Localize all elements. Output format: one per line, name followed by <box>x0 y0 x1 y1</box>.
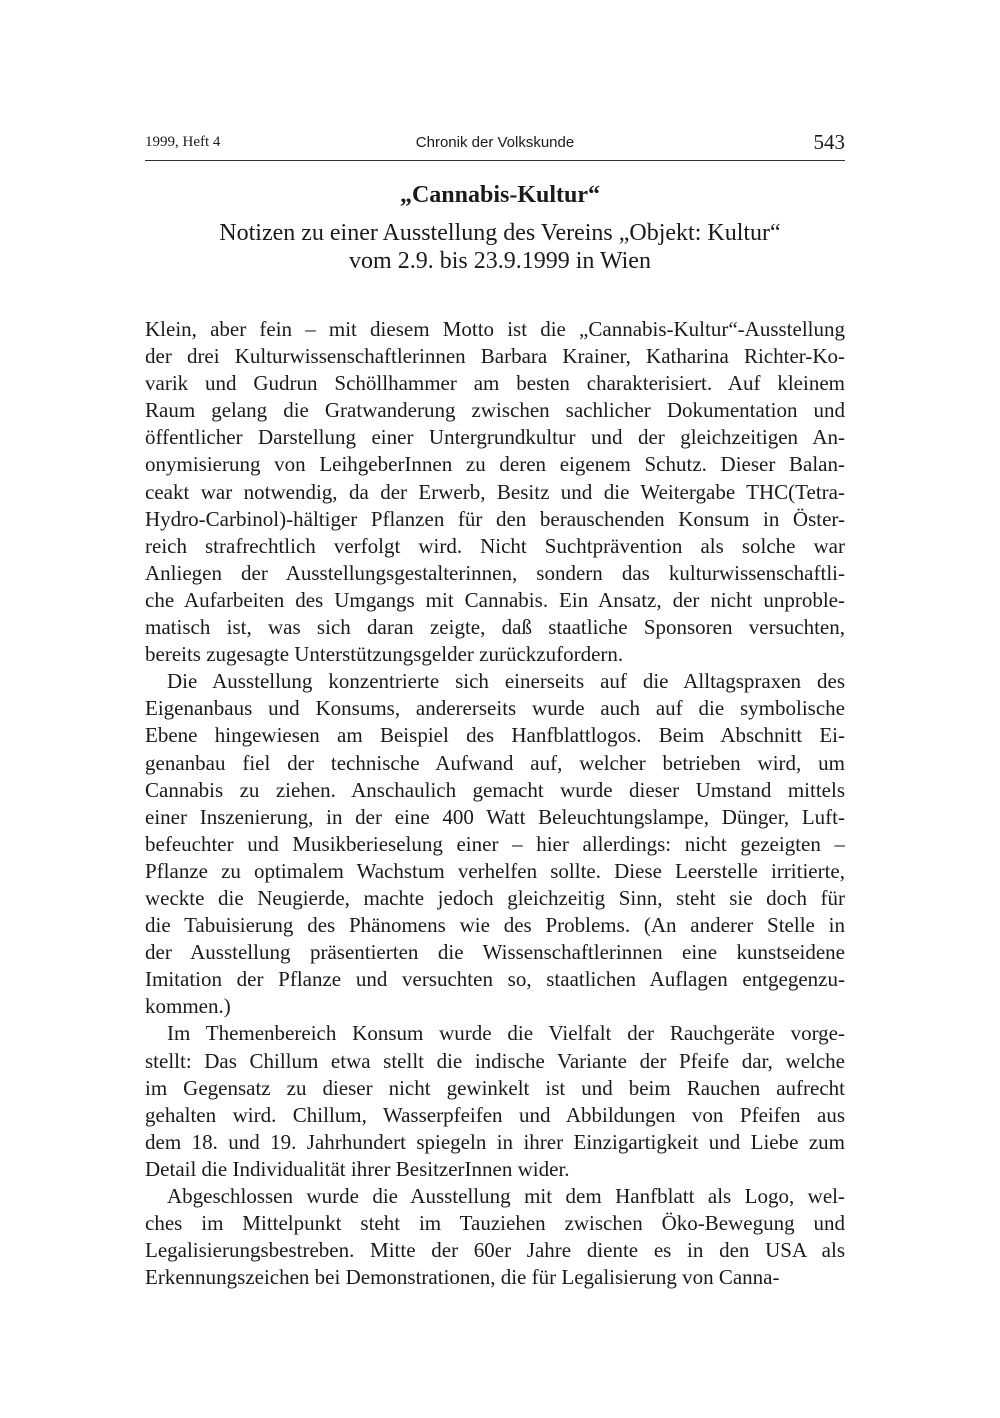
page-number: 543 <box>813 130 845 154</box>
text-line: reich strafrechtlich verfolgt wird. Nicht Suchtprävention als solche war <box>145 533 845 558</box>
paragraph <box>145 316 845 668</box>
text-line: Pflanze zu optimalem Wachstum verhelfen sollte. Diese Leerstelle irritierte, <box>145 858 845 883</box>
text-line: Legalisierungsbestreben. Mitte der 60er Jahre diente es in den USA als <box>145 1238 845 1263</box>
text-line: Cannabis zu ziehen. Anschaulich gemacht wurde dieser Umstand mittels <box>145 777 845 802</box>
text-line: Imitation der Pflanze und versuchten so, staatlichen Auflagen entgegenzu- <box>145 967 845 992</box>
text-line: Im Themenbereich Konsum wurde die Vielfalt der Rauchgeräte vorge- <box>167 1021 845 1046</box>
article-subtitle-line-2: vom 2.9. bis 23.9.1999 in Wien <box>349 248 651 274</box>
journal-title: Chronik der Volkskunde <box>415 134 575 151</box>
paragraph <box>145 1183 845 1291</box>
article-body <box>145 316 845 1291</box>
text-line: einer Inszenierung, in der eine 400 Watt Beleuchtungslampe, Dünger, Luft- <box>145 804 845 829</box>
text-line: weckte die Neugierde, machte jedoch gleichzeitig Sinn, steht sie doch für <box>145 885 845 910</box>
text-line: öffentlicher Darstellung einer Untergrundkultur und der gleichzeitigen An- <box>145 425 845 450</box>
text-line: im Gegensatz zu dieser nicht gewinkelt ist und beim Rauchen aufrecht <box>145 1075 845 1100</box>
text-line: befeuchter und Musikberieselung einer – hier allerdings: nicht gezeigten – <box>145 831 845 856</box>
text-line: Klein, aber fein – mit diesem Motto ist die „Cannabis-Kultur“-Ausstellung <box>145 317 845 341</box>
article-subtitle-line-1: Notizen zu einer Ausstellung des Vereins „Objekt: Kultur“ <box>219 220 781 246</box>
text-line: dem 18. und 19. Jahrhundert spiegeln in ihrer Einzigartigkeit und Liebe zum <box>145 1129 845 1154</box>
issue-label: 1999, Heft 4 <box>145 134 221 150</box>
text-line: che Aufarbeiten des Umgangs mit Cannabis. Ein Ansatz, der nicht unproble- <box>145 587 845 612</box>
header-rule <box>145 160 845 161</box>
text-line: bereits zugesagte Unterstützungsgelder zurückzufordern. <box>145 642 624 667</box>
running-header <box>145 130 845 156</box>
paragraph <box>145 668 845 1020</box>
paragraph <box>145 1020 845 1183</box>
text-line: Ebene hingewiesen am Beispiel des Hanfblattlogos. Beim Abschnitt Ei- <box>145 723 845 748</box>
text-line: genanbau fiel der technische Aufwand auf, welcher betrieben wird, um <box>145 750 845 775</box>
text-line: ches im Mittelpunkt steht im Tauziehen zwischen Öko-Bewegung und <box>145 1211 845 1236</box>
text-line: Hydro-Carbinol)-hältiger Pflanzen für den berauschenden Konsum in Öster- <box>145 506 845 531</box>
text-line: Anliegen der Ausstellungsgestalterinnen, sondern das kulturwissenschaftli- <box>145 560 845 585</box>
text-line: kommen.) <box>145 994 231 1019</box>
text-line: Detail die Individualität ihrer BesitzerInnen wider. <box>145 1156 570 1181</box>
text-line: stellt: Das Chillum etwa stellt die indische Variante der Pfeife dar, welche <box>145 1048 845 1073</box>
text-line: onymisierung von LeihgeberInnen zu deren eigenem Schutz. Dieser Balan- <box>145 452 845 477</box>
text-line: matisch ist, was sich daran zeigte, daß staatliche Sponsoren versuchten, <box>145 615 845 640</box>
text-line: ceakt war notwendig, da der Erwerb, Besitz und die Weitergabe THC(Tetra- <box>145 479 845 504</box>
article-title: „Cannabis-Kultur“ <box>399 182 601 208</box>
text-line: der drei Kulturwissenschaftlerinnen Barbara Krainer, Katharina Richter-Ko- <box>145 344 845 369</box>
text-line: Raum gelang die Gratwanderung zwischen sachlicher Dokumentation und <box>145 398 845 423</box>
text-line: Die Ausstellung konzentrierte sich einerseits auf die Alltagspraxen des <box>167 669 845 694</box>
text-line: varik und Gudrun Schöllhammer am besten charakterisiert. Auf kleinem <box>145 371 845 396</box>
text-line: Abgeschlossen wurde die Ausstellung mit dem Hanfblatt als Logo, wel- <box>167 1184 845 1208</box>
text-line: der Ausstellung präsentierten die Wissenschaftlerinnen eine kunstseidene <box>145 940 845 965</box>
text-line: gehalten wird. Chillum, Wasserpfeifen und Abbildungen von Pfeifen aus <box>145 1102 845 1127</box>
text-line: Erkennungszeichen bei Demonstrationen, die für Legalisierung von Canna- <box>145 1265 780 1290</box>
text-line: Eigenanbaus und Konsums, andererseits wurde auch auf die symbolische <box>145 696 845 721</box>
text-line: die Tabuisierung des Phänomens wie des Problems. (An anderer Stelle in <box>145 913 845 938</box>
